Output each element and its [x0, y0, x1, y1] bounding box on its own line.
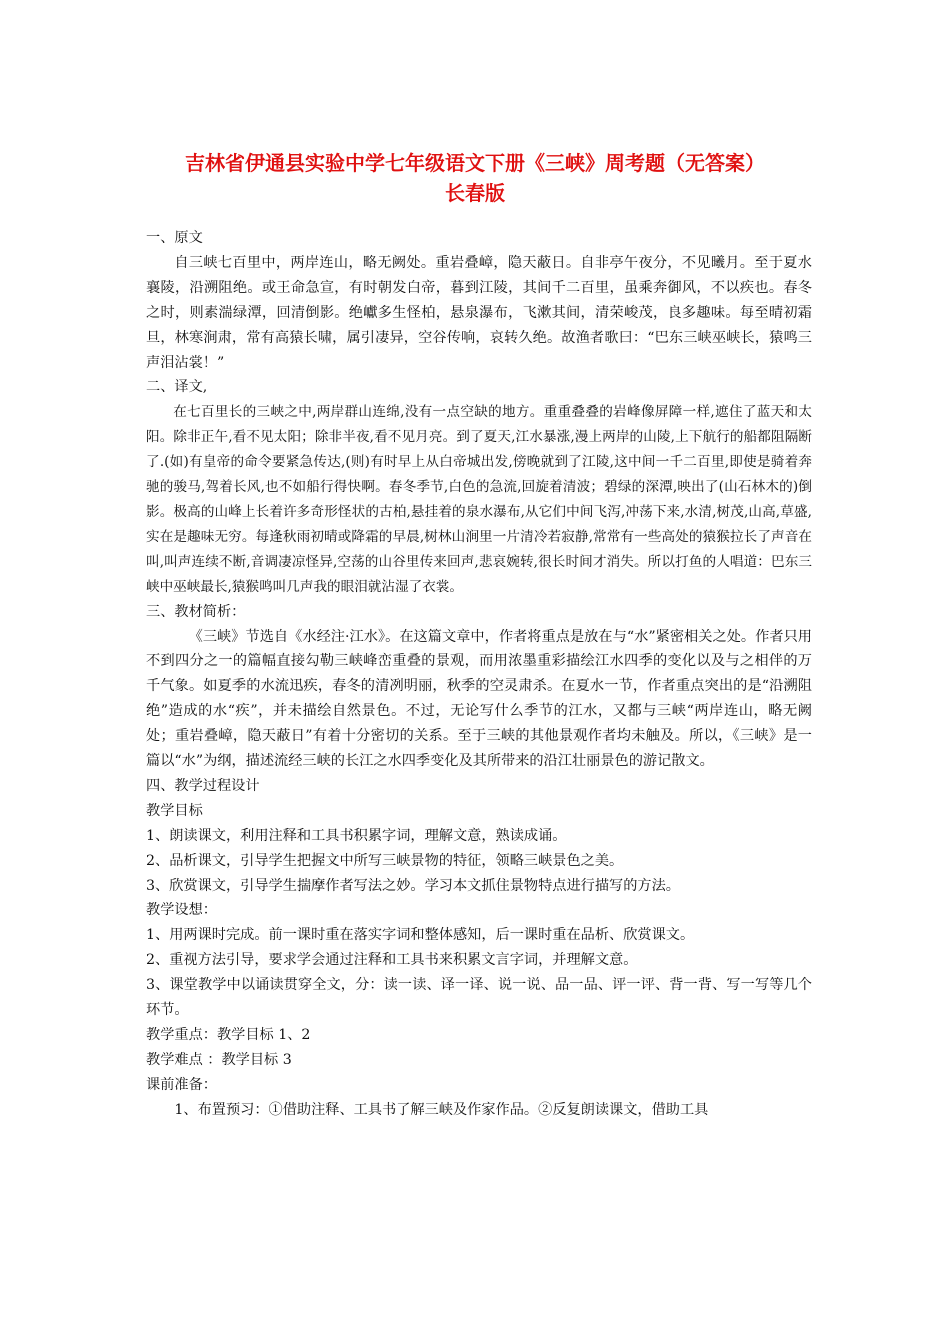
key-point: 教学重点：教学目标 1、2	[146, 1027, 311, 1043]
translation-text: 在七百里长的三峡之中,两岸群山连绵,没有一点空缺的地方。重重叠叠的岩峰像屏障一样,遮住了蓝天和太阳。除非正午,看不见太阳；除非半夜,看不见月亮。到了夏天,江水暴涨,漫上两岸的山陵,上下航行的船都阻隔断了.(如)有皇帝的命令要紧急传达,(则)有时早上从白帝城出发,傍晚就到了江陵,这中间一千二百里,即使是骑着奔驰的骏马,驾着长风,也不如船行得快啊。春冬季节,白色的急流,回旋着清波；碧绿的深潭,映出了(山石林木的)倒影。极高的山峰上长着许多奇形怪状的古柏,悬挂着的泉水瀑布,从它们中间飞泻,冲荡下来,水清,树茂,山高,草盛,实在是趣味无穷。每逢秋雨初晴或降霜的早晨,树林山涧里一片清冷若寂静,常常有一些高处的猿猴拉长了声音在叫,叫声连续不断,音调凄凉怪异,空荡的山谷里传来回声,悲哀婉转,很长时间才消失。所以打鱼的人唱道：巴东三峡中巫峡最长,猿猴鸣叫几声我的眼泪就沾湿了衣裳。	[146, 404, 812, 595]
idea-heading: 教学设想：	[146, 902, 217, 919]
section-heading-teaching: 四、教学过程设计	[146, 777, 260, 794]
idea-item: 3、课堂教学中以诵读贯穿全文，分：读一读、译一译、说一说、品一品、评一评、背一背、写一写等几个环节。	[146, 977, 812, 1019]
idea-item: 1、用两课时完成。前一课时重在落实字词和整体感知，后一课时重在品析、欣赏课文。	[146, 927, 695, 944]
original-text: 自三峡七百里中，两岸连山，略无阙处。重岩叠嶂，隐天蔽日。自非亭午夜分，不见曦月。至于夏水襄陵，沿溯阻绝。或王命急宣，有时朝发白帝，暮到江陵，其间千二百里，虽乘奔御风，不以疾也。春冬之时，则素湍绿潭，回清倒影。绝巘多生怪柏，悬泉瀑布，飞漱其间，清荣峻茂，良多趣味。每至晴初霜旦，林寒涧肃，常有高猿长啸，属引凄异，空谷传响，哀转久绝。故渔者歌曰：“巴东三峡巫峡长，猿鸣三声泪沾裳！”	[146, 254, 812, 371]
idea-item: 2、重视方法引导，要求学会通过注释和工具书来积累文言字词，并理解文意。	[146, 952, 638, 969]
goal-heading: 教学目标	[146, 802, 203, 819]
prep-item: 1、布置预习：①借助注释、工具书了解三峡及作家作品。②反复朗读课文，借助工具	[174, 1101, 709, 1118]
goal-item: 2、品析课文，引导学生把握文中所写三峡景物的特征，领略三峡景色之美。	[146, 852, 624, 869]
section-heading-analysis: 三、教材简析：	[146, 603, 246, 620]
prep-heading: 课前准备：	[146, 1076, 217, 1093]
document-title: 吉林省伊通县实验中学七年级语文下册《三峡》周考题（无答案）	[185, 151, 765, 175]
analysis-text: 《三峡》节选自《水经注·江水》。在这篇文章中，作者将重点是放在与“水”紧密相关之处。作者只用不到四分之一的篇幅直接勾勒三峡峰峦重叠的景观，而用浓墨重彩描绘江水四季的变化以及与之相伴的万千气象。如夏季的水流迅疾，春冬的清冽明丽，秋季的空灵肃杀。在夏水一节，作者重点突出的是“沿溯阻绝”造成的水“疾”，并未描绘自然景色。不过，无论写什么季节的江水，又都与三峡“两岸连山，略无阙处；重岩叠嶂，隐天蔽日”有着十分密切的关系。至于三峡的其他景观作者均未触及。所以，《三峡》是一篇以“水”为纲，描述流经三峡的长江之水四季变化及其所带来的沿江壮丽景色的游记散文。	[146, 628, 812, 770]
section-heading-original: 一、原文	[146, 230, 203, 246]
goal-item: 3、欣赏课文，引导学生揣摩作者写法之妙。学习本文抓住景物特点进行描写的方法。	[146, 877, 680, 894]
document-body	[146, 226, 812, 1123]
section-heading-translation: 二、译文,	[146, 379, 208, 396]
document-subtitle: 长春版	[445, 181, 505, 205]
goal-item: 1、朗读课文，利用注释和工具书积累字词，理解文意，熟读成诵。	[146, 827, 567, 844]
difficulty-point: 教学难点 ：教学目标 3	[146, 1051, 292, 1068]
